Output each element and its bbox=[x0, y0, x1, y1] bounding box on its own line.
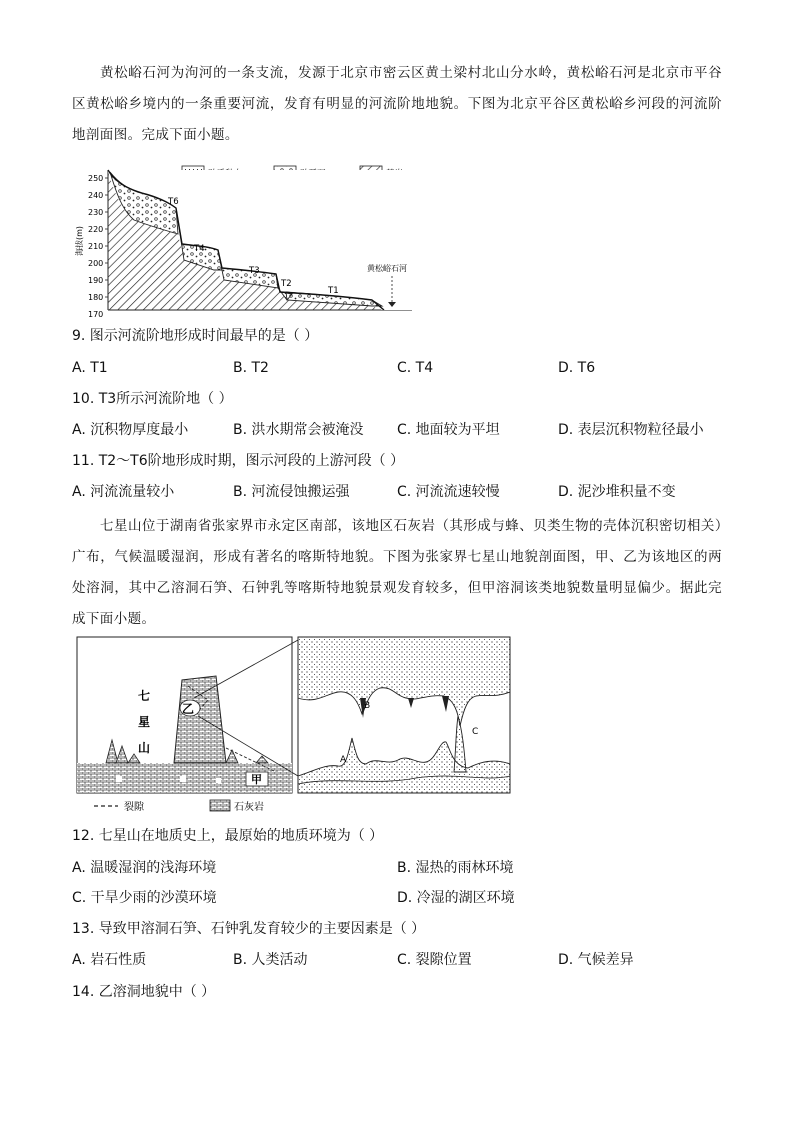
legend-limestone-swatch bbox=[210, 800, 230, 811]
q13-option-a[interactable]: A. 岩石性质 bbox=[72, 952, 147, 968]
q11-option-c[interactable]: C. 河流流速较慢 bbox=[397, 484, 500, 500]
q11-option-d[interactable]: D. 泥沙堆积量不变 bbox=[558, 484, 676, 500]
q10-option-c[interactable]: C. 地面较为平坦 bbox=[397, 422, 500, 438]
ytick-170: 170 bbox=[88, 310, 104, 318]
q9-option-a[interactable]: A. T1 bbox=[72, 360, 108, 376]
mountain-char-1: 七 bbox=[138, 689, 151, 703]
q13-option-d[interactable]: D. 气候差异 bbox=[558, 952, 634, 968]
q13-stem: 13. 导致甲溶洞石笋、石钟乳发育较少的主要因素是（ ） bbox=[72, 921, 426, 937]
ytick-210: 210 bbox=[88, 242, 104, 251]
label-a: A bbox=[340, 755, 347, 765]
q11-option-b[interactable]: B. 河流侵蚀搬运强 bbox=[233, 484, 350, 500]
cave-a-label: 甲 bbox=[251, 773, 262, 786]
passage-1: 黄松峪石河为泃河的一条支流，发源于北京市密云区黄土梁村北山分水岭，黄松峪石河是北京市平谷区黄松峪乡境内的一条重要河流，发育有明显的河流阶地地貌。下图为北京平谷区黄松峪乡河段的河流阶地剖面图。完成下面小题。 bbox=[72, 65, 722, 143]
label-c: C bbox=[472, 727, 479, 737]
q10-option-d[interactable]: D. 表层沉积物粒径最小 bbox=[558, 422, 704, 438]
ytick-230: 230 bbox=[88, 208, 104, 217]
label-t1: T1 bbox=[328, 286, 339, 296]
q12-option-a[interactable]: A. 温暖湿润的浅海环境 bbox=[72, 860, 217, 876]
y-axis-label: 海拔(m) bbox=[75, 225, 84, 256]
q9-option-b[interactable]: B. T2 bbox=[233, 360, 269, 376]
cave-b-label: 乙 bbox=[182, 702, 195, 716]
label-t3: T3 bbox=[249, 266, 260, 276]
q9-option-d[interactable]: D. T6 bbox=[558, 360, 596, 376]
legend-limestone-label: 石灰岩 bbox=[234, 802, 264, 813]
label-t2: T2 bbox=[281, 279, 292, 289]
ytick-220: 220 bbox=[88, 225, 104, 234]
q13-option-c[interactable]: C. 裂隙位置 bbox=[397, 952, 472, 968]
mountain-char-3: 山 bbox=[138, 741, 151, 755]
q13-option-b[interactable]: B. 人类活动 bbox=[233, 952, 308, 968]
mountain-char-2: 星 bbox=[138, 715, 151, 729]
q12-option-b[interactable]: B. 湿热的雨林环境 bbox=[397, 860, 514, 876]
q14-stem: 14. 乙溶洞地貌中（ ） bbox=[72, 984, 216, 1000]
q9-option-c[interactable]: C. T4 bbox=[397, 360, 434, 376]
ytick-200: 200 bbox=[88, 259, 104, 268]
ytick-180: 180 bbox=[88, 293, 104, 302]
ytick-190: 190 bbox=[88, 276, 104, 285]
q12-option-d[interactable]: D. 冷湿的湖区环境 bbox=[397, 890, 515, 906]
river-label: 黄松峪石河 bbox=[367, 264, 407, 273]
q12-stem: 12. 七星山在地质史上，最原始的地质环境为（ ） bbox=[72, 828, 384, 844]
q11-option-a[interactable]: A. 河流流量较小 bbox=[72, 484, 175, 500]
q11-stem: 11. T2～T6阶地形成时期，图示河段的上游河段（ ） bbox=[72, 453, 405, 469]
q10-stem: 10. T3所示河流阶地（ ） bbox=[72, 391, 233, 407]
karst-profile-figure bbox=[76, 636, 516, 816]
label-t4: T4 bbox=[194, 244, 205, 254]
q10-option-b[interactable]: B. 洪水期常会被淹没 bbox=[233, 422, 364, 438]
label-b: B bbox=[364, 701, 371, 711]
q12-option-c[interactable]: C. 干旱少雨的沙漠环境 bbox=[72, 890, 217, 906]
ytick-250: 250 bbox=[88, 174, 104, 183]
q10-option-a[interactable]: A. 沉积物厚度最小 bbox=[72, 422, 189, 438]
passage-2: 七星山位于湖南省张家界市永定区南部，该地区石灰岩（其形成与蜂、贝类生物的壳体沉积密切相关）广布，气候温暖湿润，形成有著名的喀斯特地貌。下图为张家界七星山地貌剖面图，甲、乙为该地区的两处溶洞，其中乙溶洞石笋、石钟乳等喀斯特地貌景观发育较多，但甲溶洞该类地貌数量明显偏少。据此完成下面小题。 bbox=[72, 518, 722, 627]
q9-stem: 9. 图示河流阶地形成时间最早的是（ ） bbox=[72, 328, 319, 344]
label-t6: T6 bbox=[168, 197, 179, 207]
ytick-240: 240 bbox=[88, 191, 104, 200]
terrace-profile-figure bbox=[72, 160, 422, 318]
legend-fracture-label: 裂隙 bbox=[124, 802, 144, 813]
